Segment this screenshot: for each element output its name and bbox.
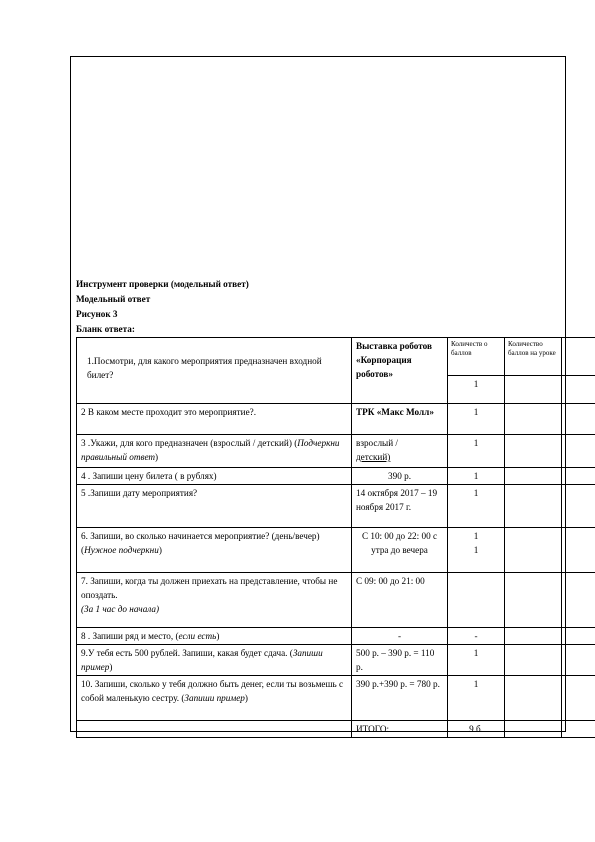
points-cell: 1 [448,485,505,528]
points-value: 1 [473,531,479,541]
points-cell: 1 [448,676,505,721]
question-text: 7. Запиши, когда ты должен приехать на представление, чтобы не опоздать. [81,576,338,600]
answer-text: взрослый / [356,438,398,448]
empty-cell [562,628,595,645]
question-text-end: ) [216,631,220,641]
answer-cell: 500 р. – 390 р. = 110 р. [352,645,448,676]
column-header-points: Количеств о баллов [448,338,505,376]
heading-model-answer: Модельный ответ [76,294,151,304]
points-cell: 1 [448,404,505,435]
total-label: ИТОГО: [352,721,448,738]
table-row [77,404,595,435]
empty-cell [562,435,595,468]
question-text: 6. Запиши, во сколько начинается мероприятие? (день/вечер) ( [81,531,320,555]
question-hint: Запиши пример [81,648,323,672]
question-cell [77,435,352,468]
question-cell [77,573,352,628]
question-text-end: ) [158,545,162,555]
points-cell: 1 [448,376,505,404]
empty-cell [562,721,595,738]
empty-cell [505,435,562,468]
question-text: 3 .Укажи, для кого предназначен (взрослый / детский) ( [81,438,298,448]
answer-cell: 14 октября 2017 – 19 ноября 2017 г. [352,485,448,528]
table-row [77,628,595,645]
table-row [77,573,595,628]
empty-cell [505,645,562,676]
question-text-end: ) [244,693,248,703]
question-cell: 1.Посмотри, для какого мероприятия предназначен входной билет? [77,338,352,404]
question-cell: 4 . Запиши цену билета ( в рублях) [77,468,352,485]
question-hint: Подчеркни правильный ответ [81,438,340,462]
question-cell [77,676,352,721]
empty-cell [77,721,352,738]
table-row [77,468,595,485]
points-cell: - [448,628,505,645]
table-row [77,645,595,676]
question-cell: 5 .Запиши дату мероприятия? [77,485,352,528]
empty-cell [562,485,595,528]
empty-cell [505,468,562,485]
empty-cell [505,376,562,404]
empty-cell [505,573,562,628]
points-cell [448,573,505,628]
question-cell [77,528,352,573]
empty-cell [562,376,595,404]
table-row [77,528,595,573]
question-text-end: ) [109,662,113,672]
question-hint: Нужное подчеркни [84,545,159,555]
answer-underlined: детский) [356,452,391,462]
empty-cell [562,573,595,628]
question-hint: если есть [178,631,217,641]
answer-cell: С 10: 00 до 22: 00 с утра до вечера [352,528,448,573]
answer-table [76,337,595,738]
points-cell: 1 [448,645,505,676]
points-cell [448,528,505,573]
total-row [77,721,595,738]
empty-cell [562,676,595,721]
question-hint: (За 1 час до начала) [81,604,160,614]
question-text: 8 . Запиши ряд и место, ( [81,631,179,641]
answer-cell: 390 р.+390 р. = 780 р. [352,676,448,721]
empty-cell [562,338,595,376]
empty-cell [562,645,595,676]
answer-cell: ТРК «Макс Молл» [352,404,448,435]
heading-figure: Рисунок 3 [76,309,118,319]
empty-cell [562,404,595,435]
answer-cell: - [352,628,448,645]
points-cell: 1 [448,468,505,485]
empty-cell [505,485,562,528]
empty-cell [505,721,562,738]
table-row [77,435,595,468]
question-hint: Запиши пример [184,693,245,703]
question-cell [77,628,352,645]
points-value: 1 [473,545,479,555]
table-row [77,338,595,376]
empty-cell [562,528,595,573]
empty-cell [505,528,562,573]
empty-cell [562,468,595,485]
answer-cell [352,435,448,468]
question-cell: 2 В каком месте проходит это мероприятие?. [77,404,352,435]
table-row [77,485,595,528]
table-row [77,676,595,721]
column-header-points-lesson: Количество баллов на уроке [505,338,562,376]
heading-instrument: Инструмент проверки (модельный ответ) [76,279,249,289]
question-text: 10. Запиши, сколько у тебя должно быть денег, если ты возьмешь с собой маленькую сестру. ( [81,679,344,703]
heading-answer-form: Бланк ответа: [76,324,135,334]
question-text-end: ) [155,452,159,462]
empty-cell [505,628,562,645]
answer-cell: С 09: 00 до 21: 00 [352,573,448,628]
answer-cell: Выставка роботов «Корпорация роботов» [352,338,448,404]
total-value: 9 б. [448,721,505,738]
points-cell: 1 [448,435,505,468]
question-cell [77,645,352,676]
question-text: 9.У тебя есть 500 рублей. Запиши, какая будет сдача. ( [81,648,293,658]
empty-cell [505,676,562,721]
empty-cell [505,404,562,435]
answer-cell: 390 р. [352,468,448,485]
